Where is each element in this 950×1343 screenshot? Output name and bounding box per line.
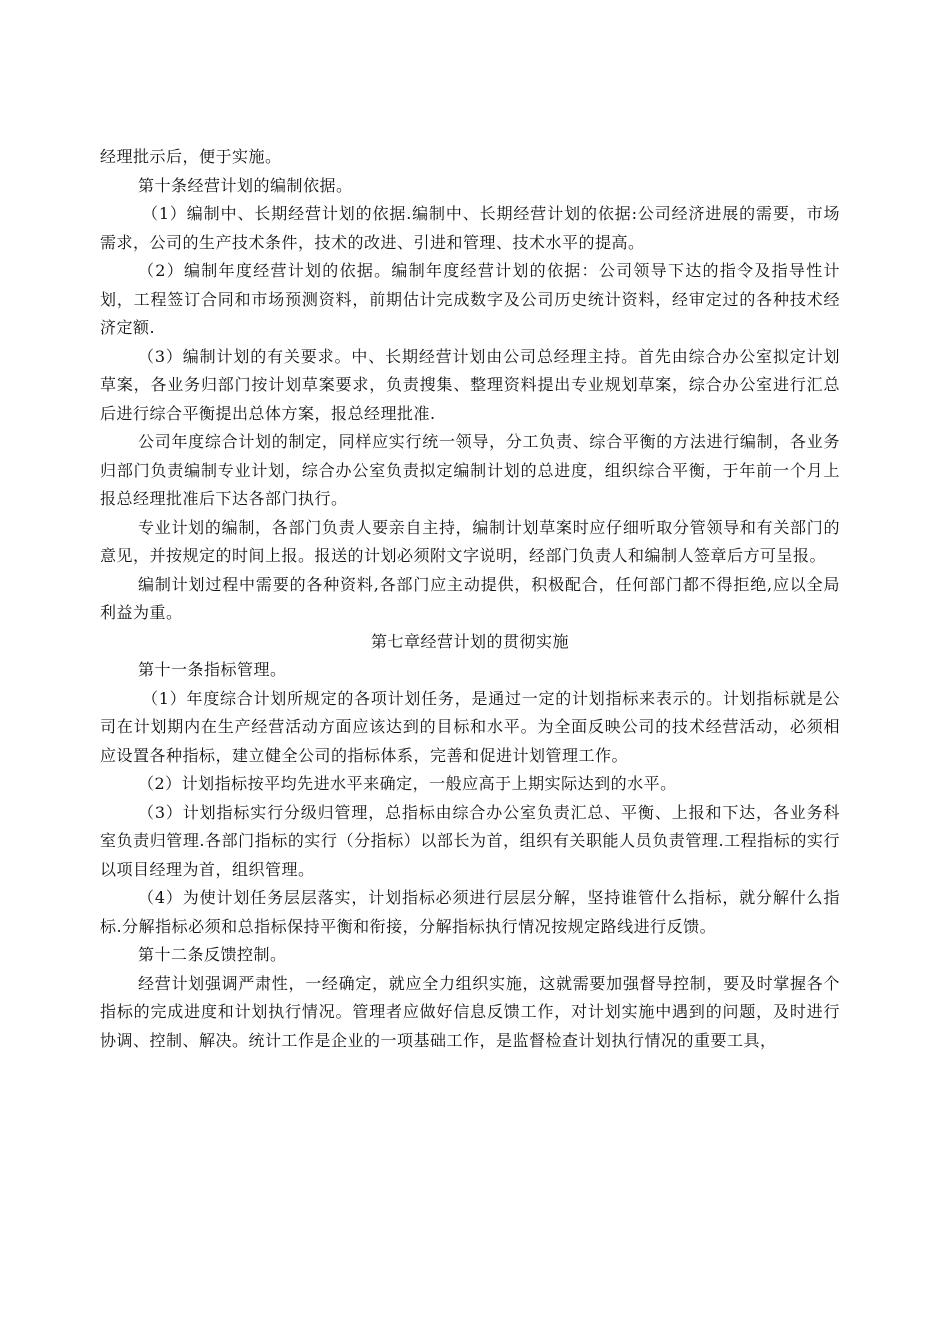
article-10-item-2: （2）编制年度经营计划的依据。编制年度经营计划的依据：公司领导下达的指令及指导性计划，工程签订合同和市场预测资料，前期估计完成数字及公司历史统计资料，经审定过的各种技术经济定额. — [100, 261, 840, 337]
article-10-item-1: （1）编制中、长期经营计划的依据.编制中、长期经营计划的依据:公司经济进展的需要，市场需求，公司的生产技术条件，技术的改进、引进和管理、技术水平的提高。 — [100, 204, 840, 252]
materials-paragraph: 编制计划过程中需要的各种资料,各部门应主动提供，积极配合，任何部门都不得拒绝,应以全局利益为重。 — [100, 574, 840, 622]
article-11-item-2: （2）计划指标按平均先进水平来确定，一般应高于上期实际达到的水平。 — [138, 774, 677, 793]
specialized-plan-paragraph: 专业计划的编制，各部门负责人要亲自主持，编制计划草案时应仔细听取分管领导和有关部门的意见，并按规定的时间上报。报送的计划必须附文字说明，经部门负责人和编制人签章后方可呈报。 — [100, 517, 840, 565]
annual-plan-paragraph: 公司年度综合计划的制定，同样应实行统一领导，分工负责、综合平衡的方法进行编制，各业务归部门负责编制专业计划，综合办公室负责拟定编制计划的总进度，组织综合平衡，于年前一个月上报总经理批准后下达各部门执行。 — [100, 432, 840, 508]
feedback-control-paragraph: 经营计划强调严肃性，一经确定，就应全力组织实施，这就需要加强督导控制，要及时掌握各个指标的完成进度和计划执行情况。管理者应做好信息反馈工作，对计划实施中遇到的问题，及时进行协调、控制、解决。统计工作是企业的一项基础工作，是监督检查计划执行情况的重要工具， — [100, 973, 840, 1050]
chapter-7-title: 第七章经营计划的贯彻实施 — [370, 631, 569, 651]
article-12-heading: 第十二条反馈控制。 — [138, 945, 287, 964]
article-11-item-3: （3）计划指标实行分级归管理，总指标由综合办公室负责汇总、平衡、上报和下达，各业务科室负责归管理.各部门指标的实行（分指标）以部长为首，组织有关职能人员负责管理.工程指标的实行以项目经理为首，组织管理。 — [100, 802, 840, 879]
article-10-heading: 第十条经营计划的编制依据。 — [138, 175, 353, 195]
article-10-item-3: （3）编制计划的有关要求。中、长期经营计划由公司总经理主持。首先由综合办公室拟定计划草案，各业务归部门按计划草案要求，负责搜集、整理资料提出专业规划草案，综合办公室进行汇总后进行综合平衡提出总体方案，报总经理批准. — [100, 346, 840, 423]
article-11-item-4: （4）为使计划任务层层落实，计划指标必须进行层层分解，坚持谁管什么指标，就分解什么指标.分解指标必须和总指标保持平衡和衔接，分解指标执行情况按规定路线进行反馈。 — [100, 888, 840, 936]
paragraph-continuation: 经理批示后，便于实施。 — [100, 147, 282, 166]
document-body — [100, 143, 840, 1055]
article-11-item-1: （1）年度综合计划所规定的各项计划任务，是通过一定的计划指标来表示的。计划指标就是公司在计划期内在生产经营活动方面应该达到的目标和水平。为全面反映公司的技术经营活动，必须相应设置各种指标，建立健全公司的指标体系，完善和促进计划管理工作。 — [100, 688, 840, 765]
article-11-heading: 第十一条指标管理。 — [138, 660, 287, 679]
